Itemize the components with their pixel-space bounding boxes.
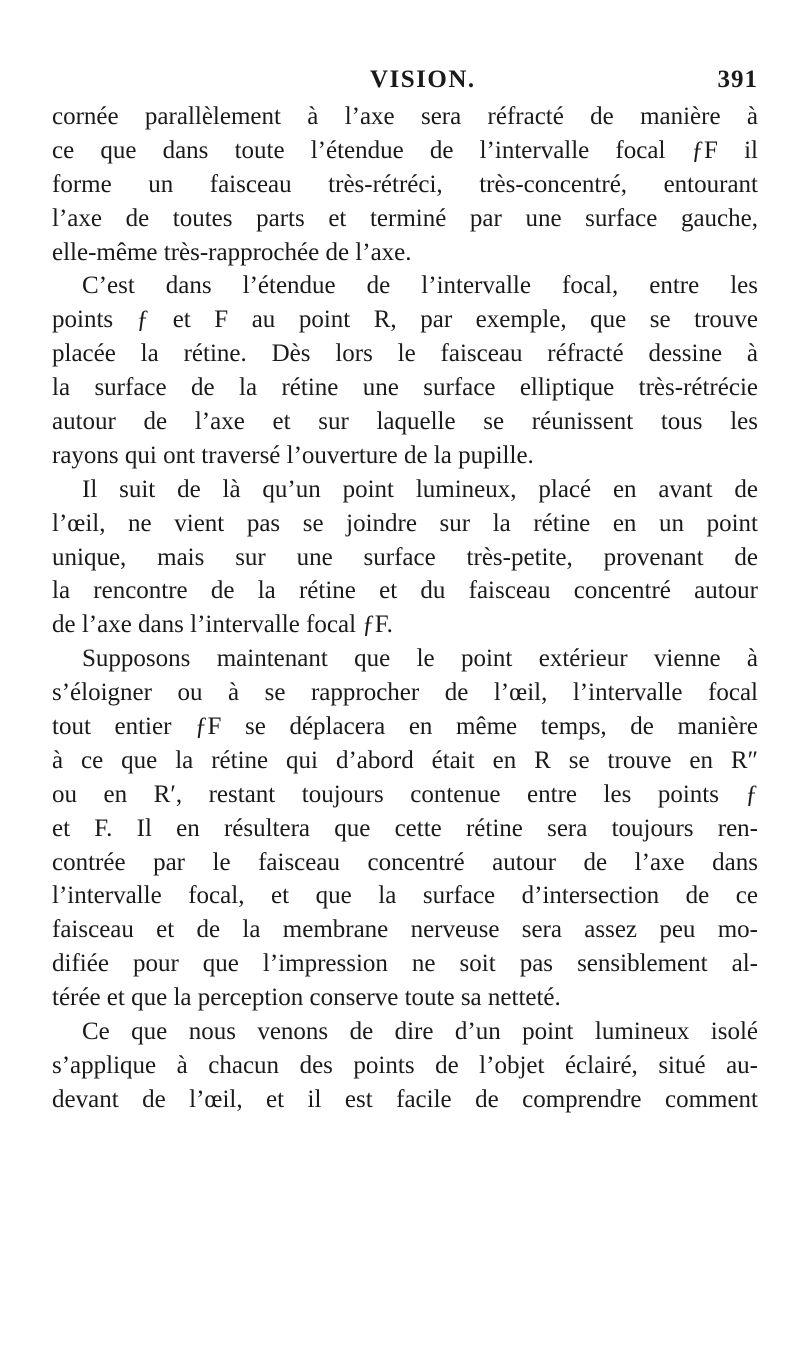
text-line: et F. Il en résultera que cette rétine sera toujours ren- bbox=[52, 814, 758, 842]
text-line: tout entier ƒF se déplacera en même temps, de manière bbox=[52, 713, 758, 741]
text-line: la surface de la rétine une surface elliptique très-rétrécie bbox=[52, 374, 758, 402]
text-line: difiée pour que l’impression ne soit pas sensiblement al- bbox=[52, 950, 758, 978]
paragraph bbox=[52, 473, 758, 642]
text-line: contrée par le faisceau concentré autour de l’axe dans bbox=[52, 848, 758, 876]
paragraph bbox=[52, 642, 758, 1015]
text-line: la rencontre de la rétine et du faisceau concentré autour bbox=[52, 577, 758, 605]
text-line: l’axe de toutes parts et terminé par une surface gauche, bbox=[52, 204, 758, 232]
running-head: VISION. bbox=[370, 66, 476, 93]
paragraph bbox=[52, 269, 758, 472]
text-line: s’éloigner ou à se rapprocher de l’œil, l’intervalle focal bbox=[52, 679, 758, 707]
page-number: 391 bbox=[717, 66, 758, 93]
text-line: de l’axe dans l’intervalle focal ƒF. bbox=[52, 611, 393, 639]
text-line: autour de l’axe et sur laquelle se réunissent tous les bbox=[52, 408, 758, 436]
text-line: l’intervalle focal, et que la surface d’intersection de ce bbox=[52, 882, 758, 910]
text-line: s’applique à chacun des points de l’objet éclairé, situé au- bbox=[52, 1051, 758, 1079]
text-line: cornée parallèlement à l’axe sera réfracté de manière à bbox=[52, 103, 758, 130]
text-line: points ƒ et F au point R, par exemple, que se trouve bbox=[52, 306, 758, 334]
paragraph bbox=[52, 1015, 758, 1117]
text-line: unique, mais sur une surface très-petite, provenant de bbox=[52, 543, 758, 571]
text-line: ou en R′, restant toujours contenue entre les points ƒ bbox=[52, 780, 758, 808]
text-line: Supposons maintenant que le point extérieur vienne à bbox=[82, 645, 758, 673]
text-line: à ce que la rétine qui d’abord était en R se trouve en R″ bbox=[52, 746, 758, 774]
text-line: faisceau et de la membrane nerveuse sera assez peu mo- bbox=[52, 916, 758, 944]
text-line: forme un faisceau très-rétréci, très-concentré, entourant bbox=[52, 170, 758, 198]
text-line: placée la rétine. Dès lors le faisceau réfracté dessine à bbox=[52, 340, 758, 368]
text-line: C’est dans l’étendue de l’intervalle focal, entre les bbox=[82, 272, 758, 300]
text-line: elle-même très-rapprochée de l’axe. bbox=[52, 238, 412, 266]
text-line: Il suit de là qu’un point lumineux, placé en avant de bbox=[82, 475, 758, 503]
page-header bbox=[52, 66, 758, 96]
text-line: Ce que nous venons de dire d’un point lumineux isolé bbox=[82, 1018, 758, 1046]
body-text bbox=[52, 100, 758, 1117]
paragraph bbox=[52, 100, 758, 269]
text-line: l’œil, ne vient pas se joindre sur la rétine en un point bbox=[52, 509, 758, 537]
text-line: térée et que la perception conserve toute sa netteté. bbox=[52, 984, 561, 1012]
text-line: devant de l’œil, et il est facile de comprendre comment bbox=[52, 1085, 758, 1113]
text-line: rayons qui ont traversé l’ouverture de la pupille. bbox=[52, 441, 534, 469]
text-line: ce que dans toute l’étendue de l’intervalle focal ƒF il bbox=[52, 136, 758, 164]
